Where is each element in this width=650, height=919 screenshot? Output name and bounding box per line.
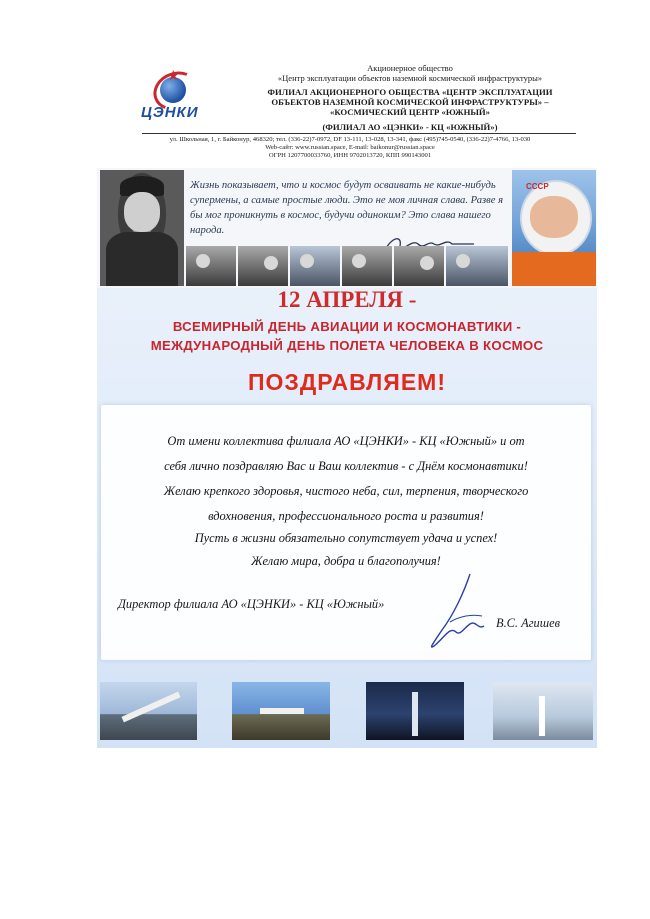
logo-text: ЦЭНКИ <box>141 104 199 121</box>
archive-photo <box>446 246 508 286</box>
star-icon: ★ <box>167 68 180 84</box>
message-line: Желаю крепкого здоровья, чистого неба, сил, терпения, творческого <box>163 484 529 498</box>
message-line: Пусть в жизни обязательно сопутствует удача и успех! <box>194 531 498 545</box>
archive-photo <box>290 246 340 286</box>
branch-short-name: (ФИЛИАЛ АО «ЦЭНКИ» - КЦ «ЮЖНЫЙ») <box>322 122 498 132</box>
director-signature <box>420 570 500 656</box>
rocket-rollout-photo <box>232 682 330 740</box>
contact-web: Web-сайт: www.russian.space, E-mail: baikonur@russian.space <box>265 144 435 151</box>
archive-photo <box>238 246 288 286</box>
holiday-date: 12 АПРЕЛЯ - <box>277 287 417 312</box>
gagarin-quote: Жизнь показывает, что и космос будут осваивать не какие-нибудь супермены, а самые простые люди. Это не моя личная слава. Разве я бы мог проникнуть в космос, будучи одиноким? Это слава нашего народа. <box>190 180 504 236</box>
contact-address: ул. Школьная, 1, г. Байконур, 468320; тел. (336-22)7-0972, DF 13-111, 13-028, 13-341, факс (495)745-0540, (336-22)7-4766, 13-030 <box>169 136 531 143</box>
org-type: Акционерное общество <box>367 63 453 73</box>
congrats-heading: ПОЗДРАВЛЯЕМ! <box>247 369 446 395</box>
message-line: От имени коллектива филиала АО «ЦЭНКИ» - КЦ «Южный» и от <box>167 434 525 448</box>
signer-name: В.С. Агишев <box>496 616 560 630</box>
signer-title: Директор филиала АО «ЦЭНКИ» - КЦ «Южный» <box>118 597 385 611</box>
branch-name-line: ФИЛИАЛ АКЦИОНЕРНОГО ОБЩЕСТВА «ЦЕНТР ЭКСПЛУАТАЦИИ <box>267 87 553 97</box>
contact-registration: ОГРН 1207700033760, ИНН 9702013720, КПП 990143001 <box>268 152 432 159</box>
archive-photo <box>186 246 236 286</box>
rocket-transport-photo <box>100 682 197 740</box>
message-line: себя лично поздравляю Вас и Ваш коллектив - с Днём космонавтики! <box>164 459 528 473</box>
archive-photo <box>342 246 392 286</box>
archive-photo <box>394 246 444 286</box>
message-line: Желаю мира, добра и благополучия! <box>251 554 441 568</box>
gagarin-spacesuit-photo <box>512 170 596 286</box>
launch-pad-photo <box>493 682 593 740</box>
helmet-text: СССР <box>526 182 549 191</box>
branch-name-line: ОБЪЕКТОВ НАЗЕМНОЙ КОСМИЧЕСКОЙ ИНФРАСТРУКТУРЫ» – <box>271 97 549 107</box>
company-logo <box>133 68 223 124</box>
message-line: вдохновения, профессионального роста и развития! <box>208 509 484 523</box>
holiday-title-line: ВСЕМИРНЫЙ ДЕНЬ АВИАЦИИ И КОСМОНАВТИКИ - <box>172 319 522 334</box>
gagarin-portrait-photo <box>100 170 184 286</box>
header-divider <box>142 133 576 134</box>
holiday-title-line: МЕЖДУНАРОДНЫЙ ДЕНЬ ПОЛЕТА ЧЕЛОВЕКА В КОСМОС <box>150 338 544 353</box>
rocket-night-photo <box>366 682 464 740</box>
org-full-name: «Центр эксплуатации объектов наземной космической инфраструктуры» <box>277 73 543 83</box>
branch-name-line: «КОСМИЧЕСКИЙ ЦЕНТР «ЮЖНЫЙ» <box>329 107 491 117</box>
